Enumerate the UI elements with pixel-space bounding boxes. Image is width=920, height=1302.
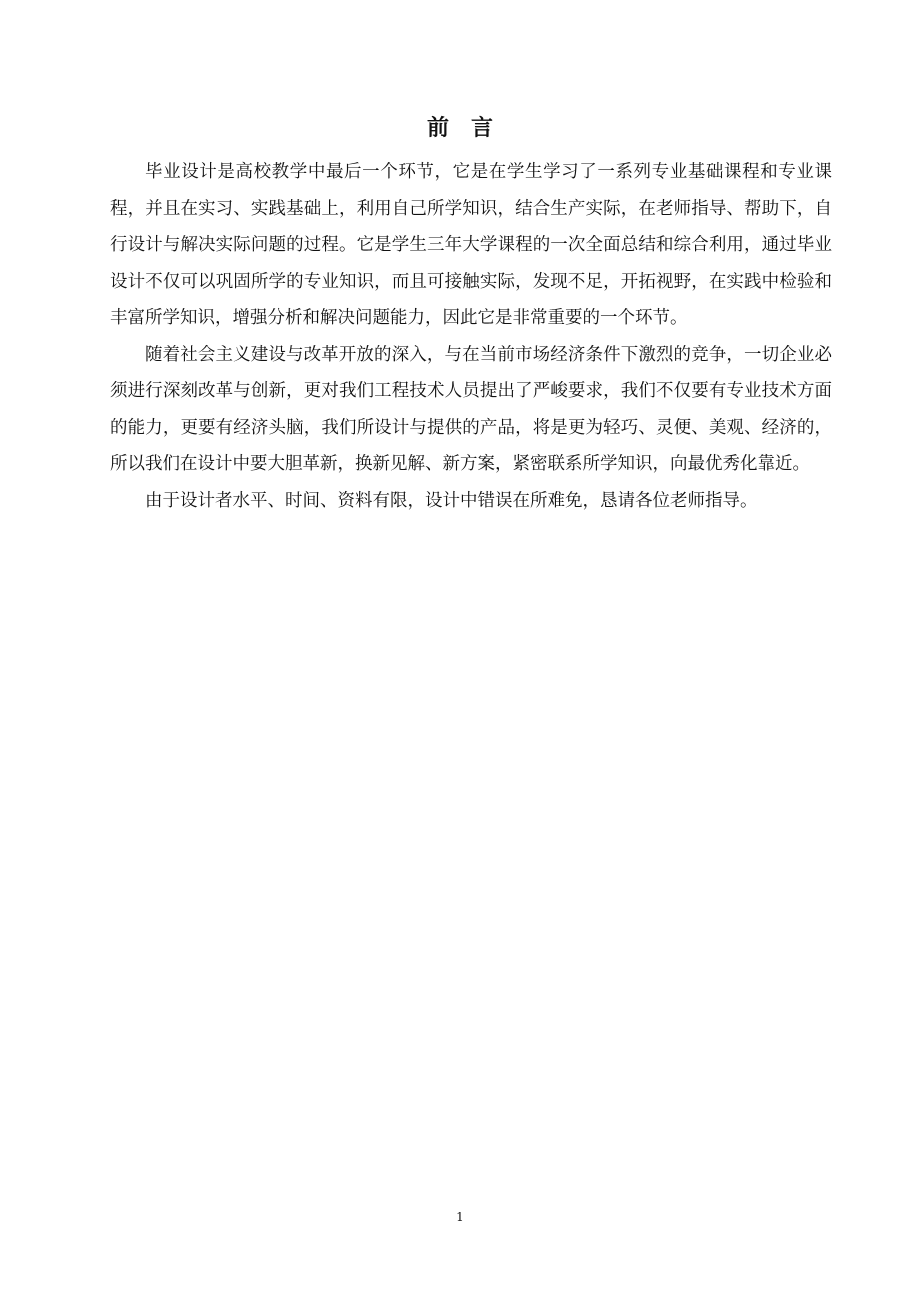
preface-body [110,154,832,519]
paragraph-3: 由于设计者水平、时间、资料有限，设计中错误在所难免，恳请各位老师指导。 [145,490,758,511]
paragraph-2: 随着社会主义建设与改革开放的深入，与在当前市场经济条件下激烈的竞争，一切企业必须进行深刻改革与创新，更对我们工程技术人员提出了严峻要求，我们不仅要有专业技术方面的能力，更要有经济头脑，我们所设计与提供的产品，将是更为轻巧、灵便、美观、经济的，所以我们在设计中要大胆革新，换新见解、新方案，紧密联系所学知识，向最优秀化靠近。 [110,344,832,474]
page-number: 1 [456,1210,464,1224]
page-title: 前言 [426,115,515,141]
paragraph-1: 毕业设计是高校教学中最后一个环节，它是在学生学习了一系列专业基础课程和专业课程，并且在实习、实践基础上，利用自己所学知识，结合生产实际，在老师指导、帮助下，自行设计与解决实际问题的过程。它是学生三年大学课程的一次全面总结和综合利用，通过毕业设计不仅可以巩固所学的专业知识，而且可接触实际，发现不足，开拓视野，在实践中检验和丰富所学知识，增强分析和解决问题能力，因此它是非常重要的一个环节。 [110,162,832,328]
